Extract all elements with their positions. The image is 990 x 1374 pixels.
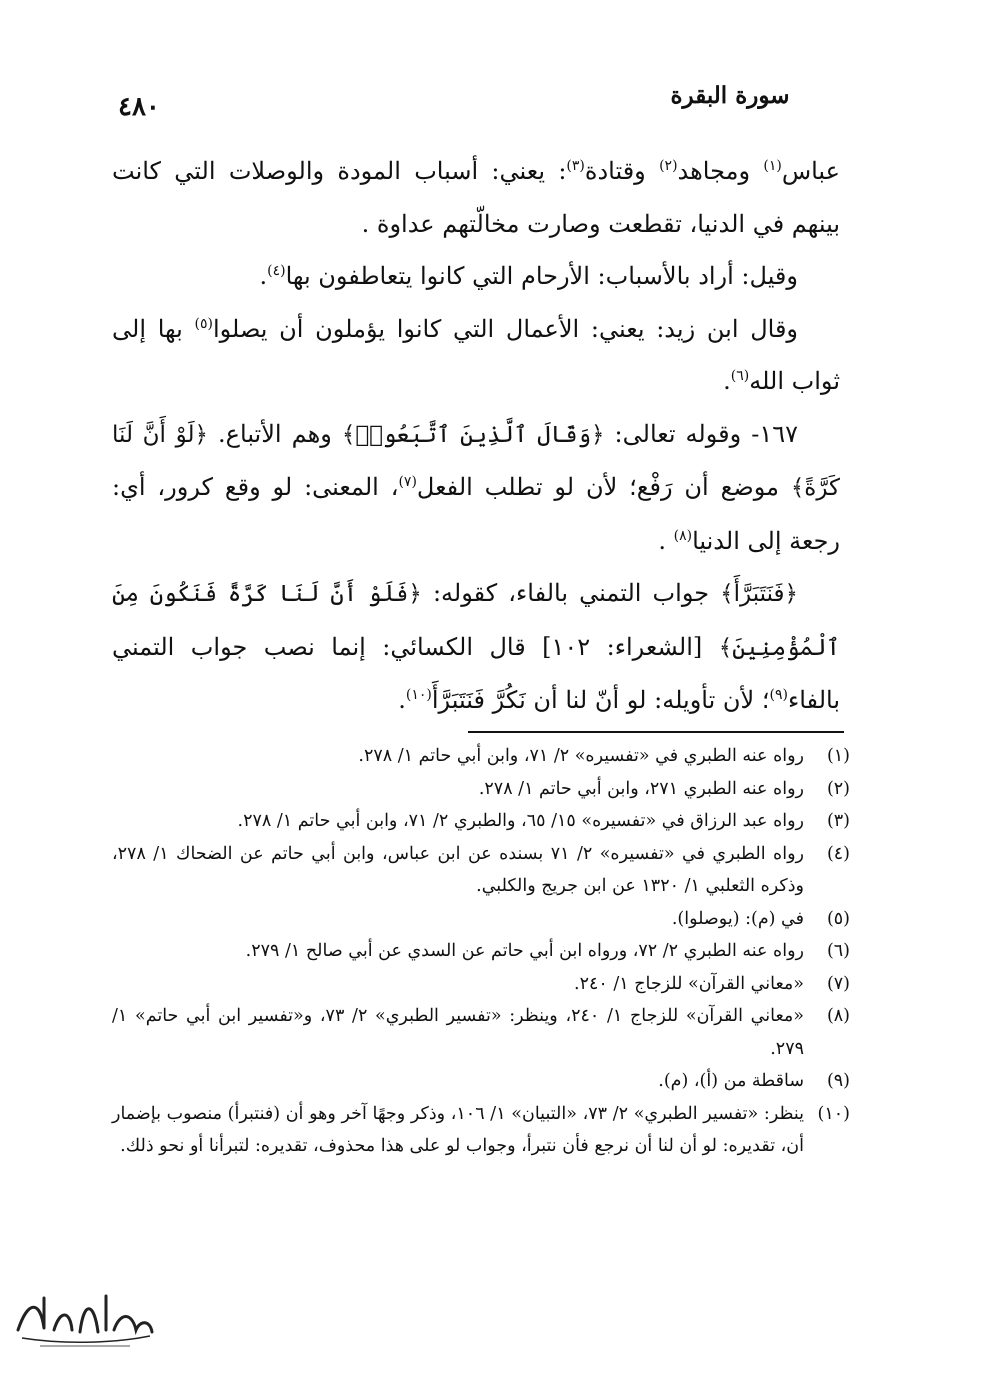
footnote-item: [112, 903, 850, 936]
library-logo: [10, 1290, 160, 1352]
text: بها إلى ثواب الله: [112, 314, 840, 395]
text: وقيل: أراد بالأسباب: الأرحام التي كانوا يتعاطفون بها: [285, 262, 798, 290]
surah-title: سورة البقرة: [670, 82, 790, 109]
footnote-text: «معاني القرآن» للزجاج ١/ ٢٤٠.: [573, 973, 804, 994]
quran-verse: ﴿وَقَالَ ٱلَّذِينَ ٱتَّبَعُوا۟﴾: [341, 421, 605, 448]
paragraph-2: [112, 250, 840, 303]
text: وهم الأتباع.: [208, 419, 342, 448]
text: وقتادة: [584, 157, 660, 185]
footnote-text: رواه عنه الطبري في «تفسيره» ٢/ ٧١، وابن أبي حاتم ١/ ٢٧٨.: [358, 746, 804, 766]
footnote-number: (٢): [826, 778, 850, 799]
footnote-ref: (٢): [659, 158, 678, 174]
footnote-divider: [468, 731, 844, 733]
footnote-number: (٧): [826, 973, 850, 994]
footnote-item: [112, 1000, 850, 1065]
text: .: [723, 367, 731, 395]
quran-verse: ﴿لَوْ أَنَّ لَنَا كَرَّةً﴾: [112, 421, 840, 501]
text: عباس: [781, 157, 840, 185]
footnote-number: (١٠): [817, 1103, 850, 1124]
footnote-item: [112, 1065, 850, 1098]
footnote-text: ساقطة من (أ)، (م).: [658, 1071, 804, 1091]
footnote-text: رواه عبد الرزاق في «تفسيره» ١٥/ ٦٥، والطبري ٢/ ٧١، وابن أبي حاتم ١/ ٢٧٨.: [237, 811, 804, 831]
text: ، المعنى: لو وقع كرور، أي: رجعة إلى الدنيا: [112, 473, 840, 555]
footnote-number: (٩): [826, 1071, 850, 1091]
footnote-ref: (٣): [566, 158, 585, 174]
footnote-item: [112, 805, 850, 838]
footnote-item: [112, 740, 850, 773]
text: ومجاهد: [677, 157, 764, 185]
footnote-item: [112, 773, 850, 806]
footnote-item: [112, 968, 850, 1001]
text: وقال ابن زيد: يعني: الأعمال التي كانوا يؤملون أن يصلوا: [212, 314, 799, 343]
footnote-text: ينظر: «تفسير الطبري» ٢/ ٧٣، «التبيان» ١/ ١٠٦، وذكر وجهًا آخر وهو أن (فنتبرأ) منصوب بإضمار أن، تقديره: لو أن لنا أن نرجع فأن نتبرأ، وجواب لو على هذا محذوف، تقديره: لتبرأنا أو نحو ذلك.: [112, 1103, 804, 1156]
text: : يعني: أسباب المودة والوصلات التي كانت بينهم في الدنيا، تقطعت وصارت مخالّتهم عداوة .: [112, 157, 840, 238]
calligraphy-logo-icon: [10, 1290, 160, 1352]
quran-verse: ﴿فَلَوْ أَنَّ لَنَا كَرَّةً فَنَكُونَ مِنَ ٱلْمُؤْمِنِينَ﴾: [112, 581, 840, 661]
footnote-ref: (٧): [398, 474, 417, 490]
footnote-text: في (م): (يوصلوا).: [671, 908, 804, 929]
text: .: [259, 262, 268, 290]
footnote-item: [112, 1098, 850, 1163]
paragraph-3: [112, 303, 840, 408]
footnote-number: (٨): [826, 1006, 850, 1026]
footnote-item: [112, 838, 850, 903]
footnote-ref: (١٠): [405, 687, 432, 703]
footnote-item: [112, 935, 850, 968]
footnote-number: (٥): [826, 908, 850, 929]
footnote-number: (٦): [826, 941, 850, 961]
footnote-number: (٤): [826, 843, 850, 864]
main-text: [112, 145, 840, 727]
paragraph-4: [112, 408, 840, 568]
text: .: [398, 686, 406, 714]
footnote-ref: (٤): [267, 263, 286, 279]
footnote-ref: (٦): [730, 368, 750, 384]
quran-verse: ﴿فَنَتَبَرَّأَ﴾: [720, 581, 798, 607]
text: جواب التمني بالفاء، كقوله:: [421, 579, 721, 607]
footnote-text: رواه الطبري في «تفسيره» ٢/ ٧١ بسنده عن ابن عباس، وابن أبي حاتم عن الضحاك ١/ ٢٧٨، وذكره الثعلبي ١/ ١٣٢٠ عن ابن جريج والكلبي.: [112, 843, 804, 896]
footnote-text: «معاني القرآن» للزجاج ١/ ٢٤٠، وينظر: «تفسير الطبري» ٢/ ٧٣، و«تفسير ابن أبي حاتم» ١/ ٢٧٩.: [112, 1006, 804, 1059]
text: .: [658, 526, 674, 555]
page-number: ٤٨٠: [118, 92, 160, 122]
text: ١٦٧- وقوله تعالى:: [604, 419, 799, 448]
footnote-text: رواه عنه الطبري ٢/ ٧٢، ورواه ابن أبي حاتم عن السدي عن أبي صالح ١/ ٢٧٩.: [245, 941, 804, 961]
footnote-ref: (١): [763, 158, 782, 174]
footnote-ref: (٨): [673, 527, 693, 544]
footnote-number: (٣): [826, 811, 850, 831]
footnote-text: رواه عنه الطبري ٢٧١، وابن أبي حاتم ١/ ٢٧٨.: [478, 778, 804, 799]
text: موضع أن رَفْع؛ لأن لو تطلب الفعل: [416, 473, 791, 501]
footnote-number: (١): [826, 746, 850, 766]
paragraph-1: [112, 145, 840, 250]
text: ؛ لأن تأويله: لو أنّ لنا أن نَكُرَّ فَنَتَبَرَّأَ: [431, 686, 770, 714]
text: [الشعراء: ١٠٢] قال الكسائي: إنما نصب جواب التمني بالفاء: [112, 632, 840, 714]
footnotes: [112, 740, 850, 1163]
footnote-ref: (٩): [769, 687, 788, 703]
paragraph-5: [112, 567, 840, 727]
footnote-ref: (٥): [194, 315, 213, 332]
